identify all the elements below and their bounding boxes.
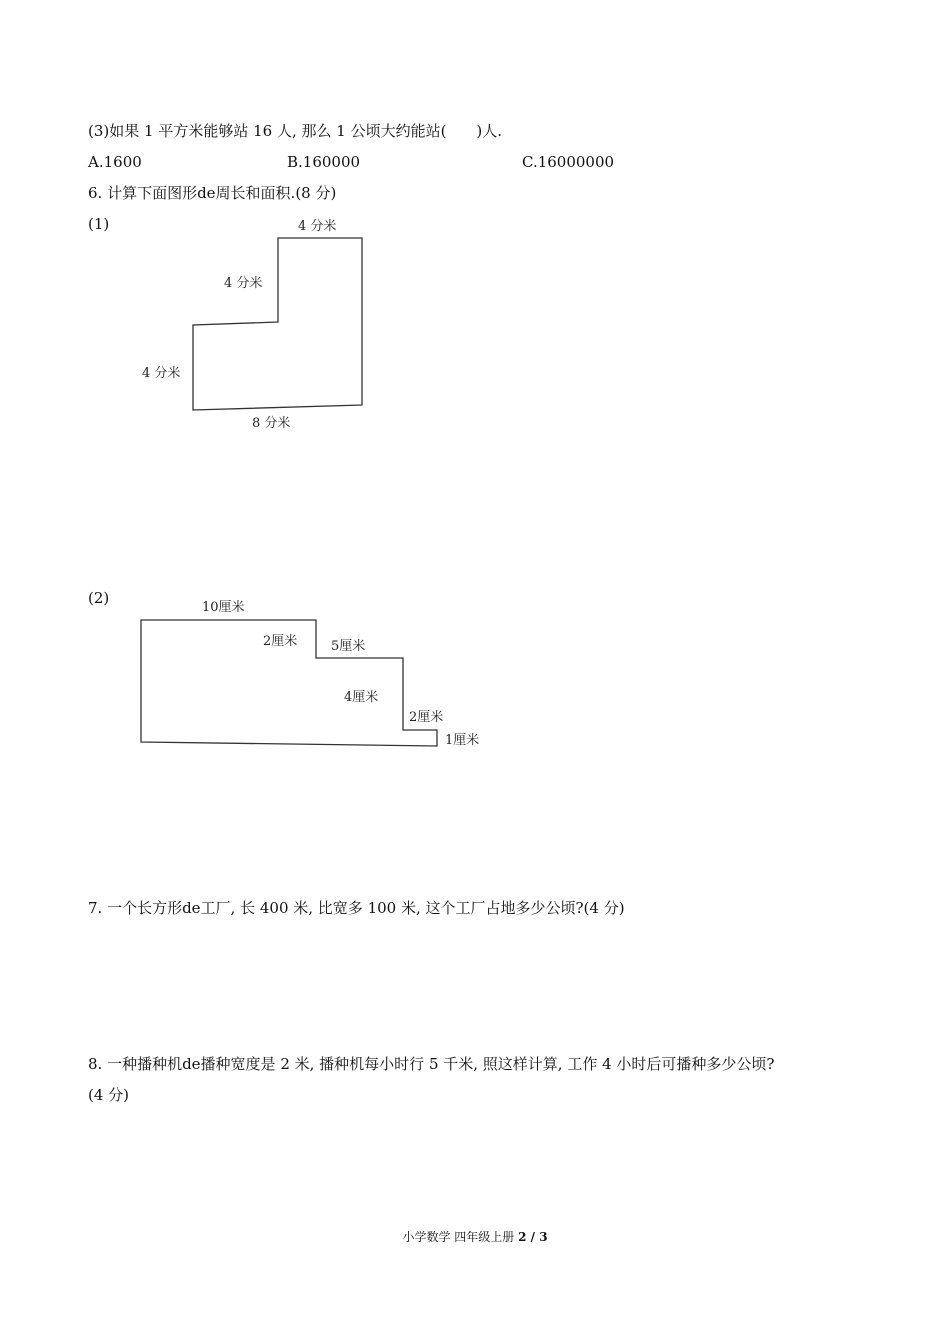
option-c: C.16000000 bbox=[522, 153, 615, 171]
figure-2-label-step2-across: 2厘米 bbox=[409, 710, 444, 725]
figure-1-shape bbox=[193, 238, 362, 410]
page-footer bbox=[0, 1228, 950, 1245]
footer-page-number: 2 / 3 bbox=[518, 1230, 548, 1244]
figure-1-label-lower-left: 4 分米 bbox=[142, 366, 181, 381]
figure-2-label-top: 10厘米 bbox=[202, 600, 245, 615]
question-5-3: (3)如果 1 平方米能够站 16 人, 那么 1 公顷大约能站( )人. bbox=[88, 122, 503, 140]
question-8-line-1: 8. 一种播种机de播种宽度是 2 米, 播种机每小时行 5 千米, 照这样计算, 工作 4 小时后可播种多少公顷? bbox=[88, 1055, 775, 1073]
figure-1-label-top: 4 分米 bbox=[298, 219, 337, 234]
figure-1-label-bottom: 8 分米 bbox=[252, 416, 291, 431]
figure-1-label-upper-left: 4 分米 bbox=[224, 276, 263, 291]
option-a: A.1600 bbox=[88, 153, 142, 171]
question-6-title: 6. 计算下面图形de周长和面积.(8 分) bbox=[88, 184, 337, 202]
figure-2-label-step1-across: 5厘米 bbox=[331, 639, 366, 654]
figure-2-label-step1-down: 2厘米 bbox=[263, 634, 298, 649]
footer-subject: 小学数学 四年级上册 bbox=[402, 1230, 515, 1244]
figure-2-label-step2-down: 4厘米 bbox=[344, 690, 379, 705]
figure-2-marker: (2) bbox=[88, 589, 110, 607]
figure-1-marker: (1) bbox=[88, 215, 110, 233]
question-7: 7. 一个长方形de工厂, 长 400 米, 比宽多 100 米, 这个工厂占地多少公顷?(4 分) bbox=[88, 899, 625, 917]
option-b: B.160000 bbox=[287, 153, 361, 171]
figure-2-label-step3-down: 1厘米 bbox=[445, 733, 480, 748]
question-8-line-2: (4 分) bbox=[88, 1086, 130, 1104]
